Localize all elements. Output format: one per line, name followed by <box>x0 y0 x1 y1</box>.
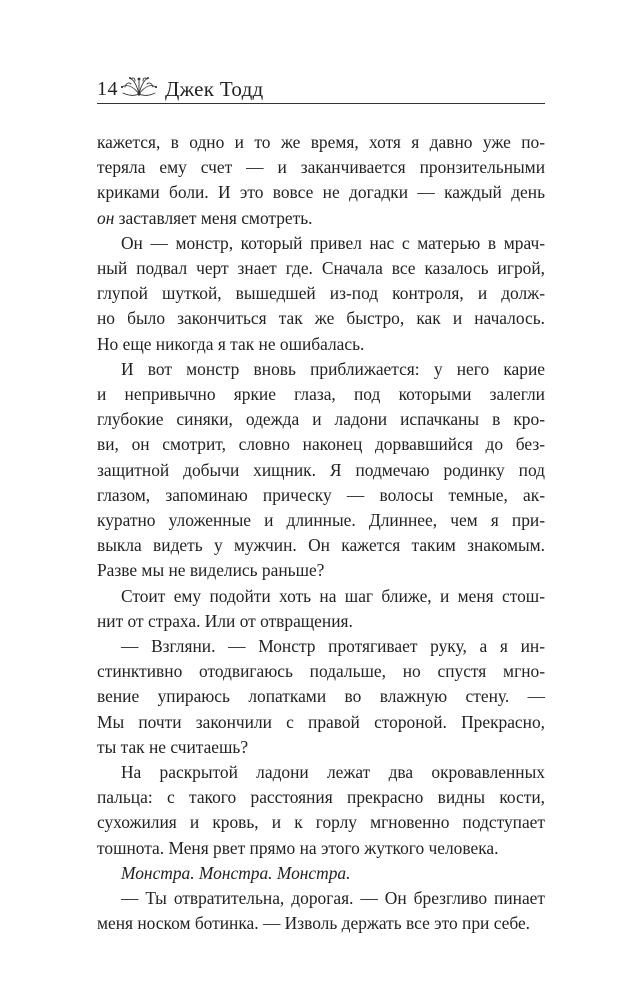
text-line: криками боли. И это вовсе не догадки — каждый день <box>97 182 545 203</box>
running-head-author: Джек Тодд <box>165 77 264 101</box>
text-line: теряла ему счет — и заканчивается пронзительными <box>97 157 545 178</box>
text-line: Мы почти закончили с правой стороной. Прекрасно, <box>97 711 545 732</box>
text-line: Но еще никогда я так не ошибалась. <box>97 333 365 354</box>
paragraph <box>97 861 545 886</box>
text-line: пальца: с такого расстояния прекрасно видны кости, <box>97 787 545 808</box>
text-line: сухожилия и кровь, и к горлу мгновенно подступает <box>97 812 545 833</box>
text-line <box>97 206 545 231</box>
italic-text: он <box>97 207 115 228</box>
text-line: кажется, в одно и то же время, хотя я давно уже по- <box>97 132 545 152</box>
text-line: стинктивно отодвигаюсь подальше, но спустя мгно- <box>97 661 545 682</box>
text-line: куратно уложенные и длинные. Длиннее, чем я при- <box>97 510 545 531</box>
text-line: глубокие синяки, одежда и ладони испачканы в кро- <box>97 409 545 430</box>
paragraph <box>97 130 545 231</box>
text-line: ный подвал черт знает где. Сначала все казалось игрой, <box>97 258 545 279</box>
text-line: и непривычно яркие глаза, под которыми залегли <box>97 384 545 405</box>
text-line: — Взгляни. — Монстр протягивает руку, а я ин- <box>121 636 545 657</box>
paragraph <box>97 760 545 861</box>
header-rule <box>97 103 545 104</box>
text-line: ты так не считаешь? <box>97 736 249 757</box>
text-segment: заставляет меня смотреть. <box>114 207 313 228</box>
text-line: ви, он смотрит, словно наконец дорвавшийся до без- <box>97 434 545 455</box>
page-header <box>97 62 545 102</box>
paragraph <box>97 357 545 584</box>
text-line: На раскрытой ладони лежат два окровавленных <box>121 762 545 783</box>
text-line: Разве мы не виделись раньше? <box>97 560 325 581</box>
paragraph <box>97 231 545 357</box>
paragraph <box>97 886 545 936</box>
book-page <box>97 62 545 934</box>
text-line: меня носком ботинка. — Изволь держать все это при себе. <box>97 913 531 934</box>
text-line: И вот монстр вновь приближается: у него карие <box>121 358 545 379</box>
text-line: нит от страха. Или от отвращения. <box>97 610 353 631</box>
page-number: 14 <box>97 78 118 100</box>
paragraph <box>97 584 545 634</box>
body-text <box>97 130 545 937</box>
text-line: но было закончиться так же быстро, как и началось. <box>97 308 545 329</box>
text-line <box>97 861 545 886</box>
floral-ornament-icon <box>119 74 159 100</box>
text-line: защитной добычи хищник. Я подмечаю родинку под <box>97 459 545 480</box>
text-line: вение упираюсь лопатками во влажную стену. — <box>97 686 545 707</box>
text-line: Стоит ему подойти хоть на шаг ближе, и меня стош- <box>121 585 545 606</box>
italic-text: Монстра. Монстра. Монстра. <box>121 862 351 883</box>
text-line: Он — монстр, который привел нас с матерью в мрач- <box>121 232 545 253</box>
text-line: — Ты отвратительна, дорогая. — Он брезгливо пинает <box>121 888 545 909</box>
text-line: выкла видеть у мужчин. Он кажется таким знакомым. <box>97 535 545 556</box>
text-line: тошнота. Меня рвет прямо на этого жуткого человека. <box>97 837 499 858</box>
text-line: глазом, запоминаю прическу — волосы темные, ак- <box>97 484 545 505</box>
paragraph <box>97 634 545 760</box>
text-line: глупой шуткой, вышедшей из-под контроля, и долж- <box>97 283 545 304</box>
